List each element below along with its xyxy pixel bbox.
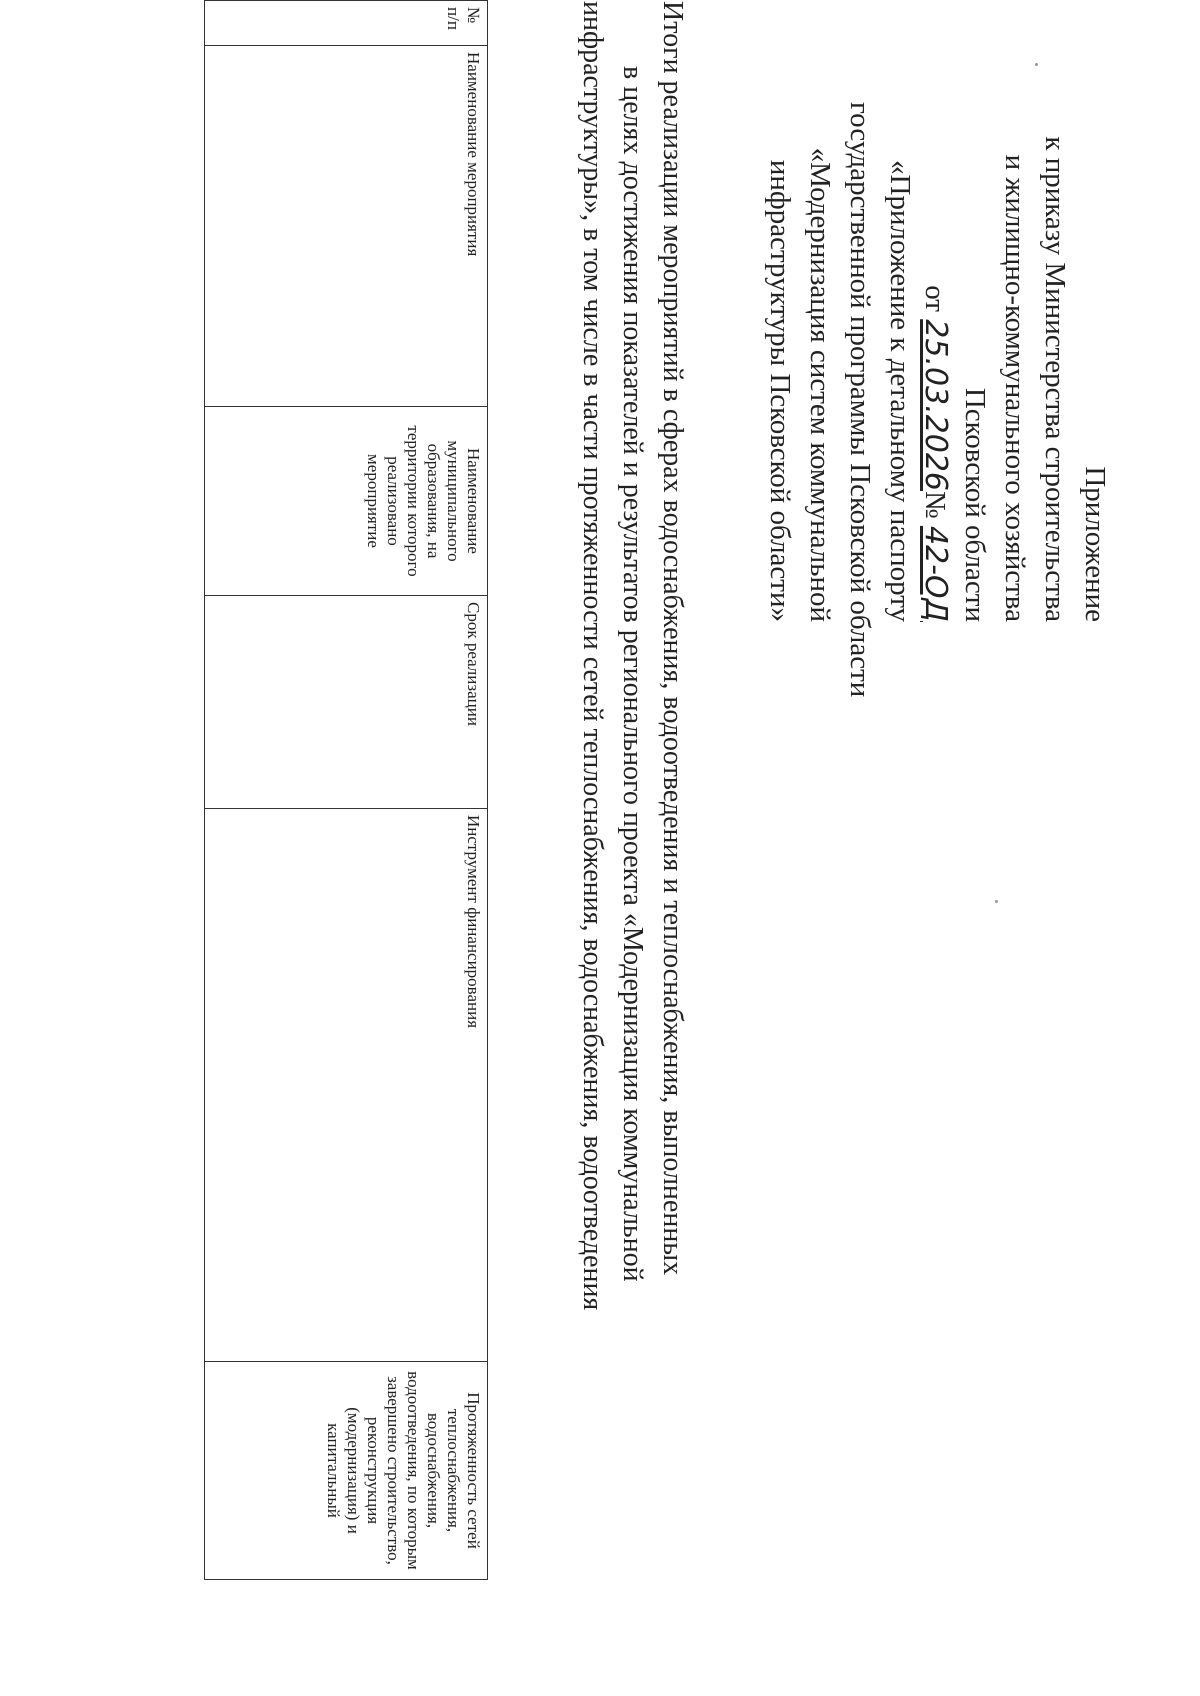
title-line-3: инфраструктуры», в том числе в части протяженности сетей теплоснабжения, водоснабжения, водоотведения	[577, 1, 608, 1311]
header-event-name: Наименование мероприятия	[205, 46, 488, 407]
title-line-2: в целях достижения показателей и результатов регионального проекта «Модернизация коммунальной	[617, 66, 648, 1282]
appendix-date-line	[915, 102, 955, 622]
appendix-title: Приложение	[1079, 466, 1111, 622]
appendix-header	[915, 102, 1115, 622]
results-table	[204, 0, 488, 1580]
header-instrument: Инструмент финансирования	[205, 809, 488, 1362]
appendix-line-3: Псковской области	[959, 387, 991, 622]
passport-line-4: инфраструктуры Псковской области»	[764, 159, 796, 622]
number-sign: №	[919, 491, 951, 519]
header-municipality: Наименование муниципального образования, на территории которого реализовано мероприятие	[205, 407, 488, 596]
rotated-page	[45, 0, 1115, 1600]
passport-line-1: «Приложение к детальному паспорту	[884, 160, 916, 622]
document-title	[572, 1, 692, 1591]
appendix-line-2: и жилищно-коммунального хозяйства	[999, 154, 1031, 622]
date-prefix: от	[919, 285, 951, 312]
table-header-row	[205, 1, 488, 1580]
passport-reference	[760, 102, 920, 698]
scan-speck	[1035, 63, 1038, 66]
title-line-1: Итоги реализации мероприятий в сферах водоснабжения, водоотведения и теплоснабжения, выполненных	[657, 1, 688, 1276]
handwritten-date: 25.03.2026	[918, 319, 953, 492]
header-number: № п/п	[205, 1, 488, 46]
scan-speck	[995, 900, 998, 903]
handwritten-number: 42-ОД	[918, 525, 953, 622]
passport-line-3: «Модернизация систем коммунальной	[804, 147, 836, 622]
header-network-length: Протяженность сетей теплоснабжения, водоснабжения, водоотведения, по которым завершено строительство, реконструкция (модернизация) и капитальный	[205, 1362, 488, 1580]
passport-line-2: государственной программы Псковской области	[844, 102, 876, 698]
header-term: Срок реализации	[205, 596, 488, 809]
appendix-line-1: к приказу Министерства строительства	[1039, 136, 1071, 622]
